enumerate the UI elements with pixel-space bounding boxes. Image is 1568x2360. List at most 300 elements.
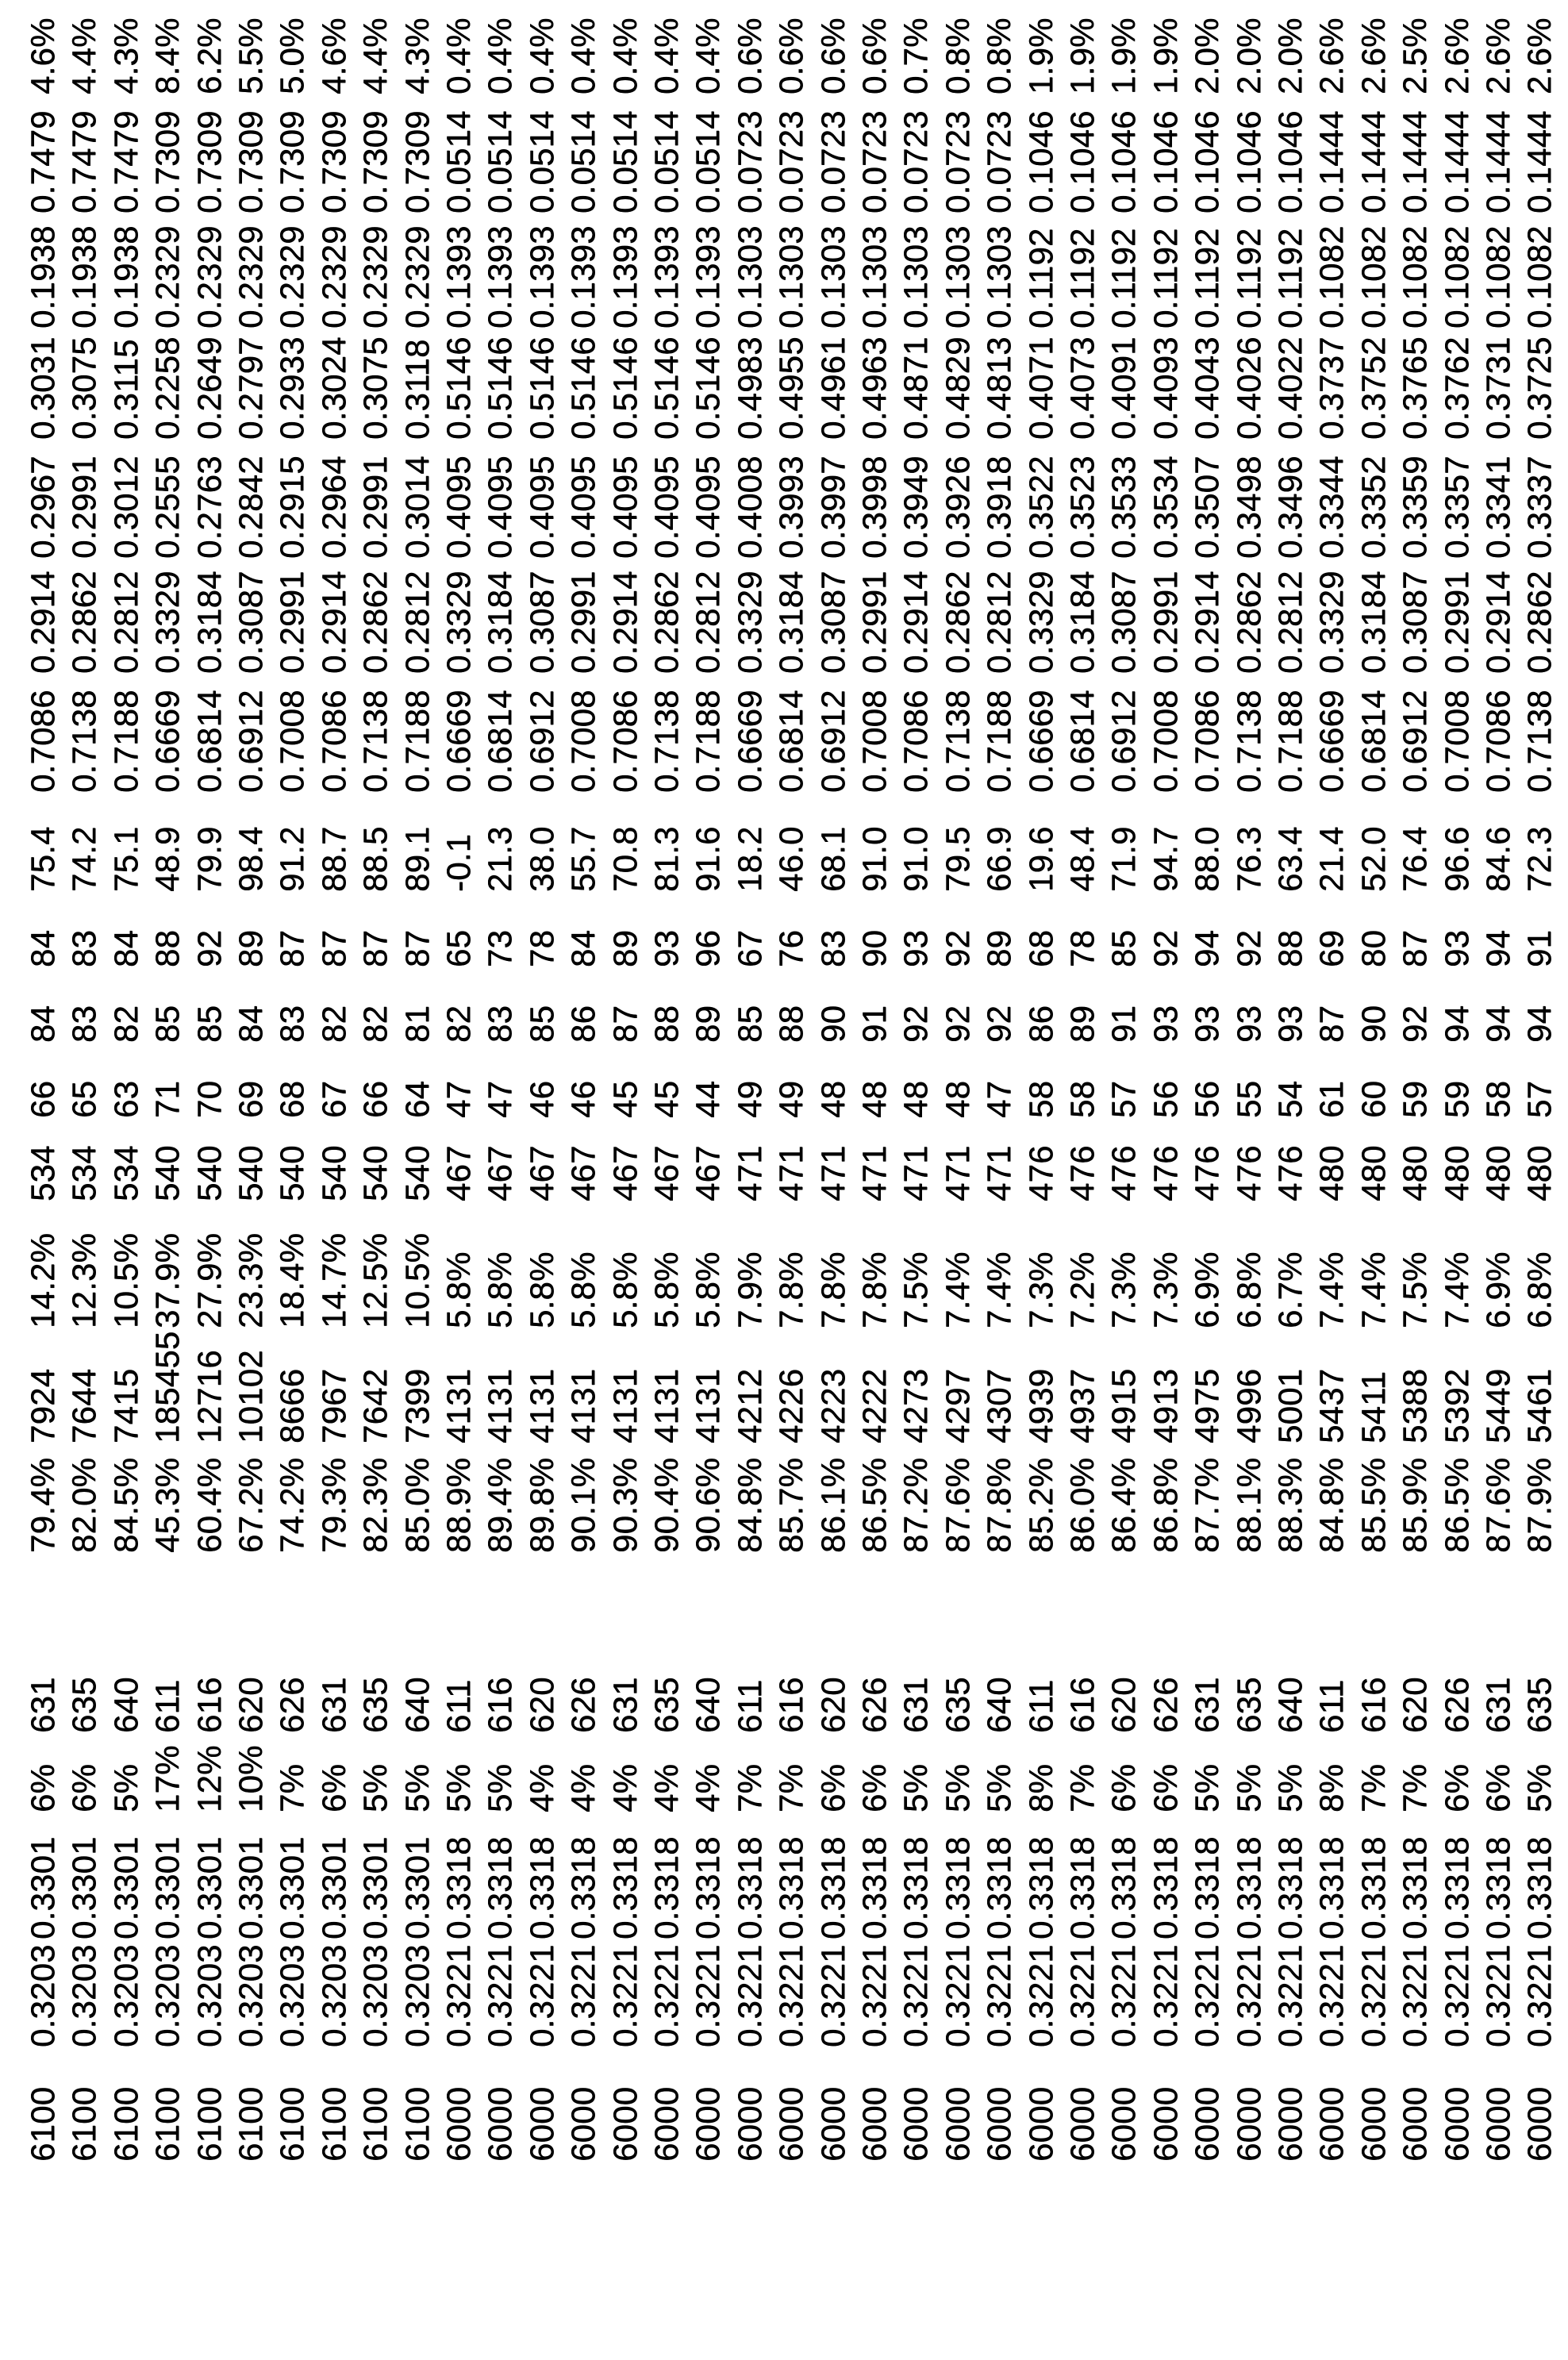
table-cell: 82 xyxy=(106,1005,144,1043)
table-cell: 0.7309 xyxy=(314,110,352,213)
table-cell: 0.3087 xyxy=(813,571,851,674)
table-cell: 0.0723 xyxy=(813,110,851,213)
table-cell: 0.3534 xyxy=(1146,455,1184,559)
table-cell: 540 xyxy=(356,1145,394,1201)
table-cell: 73 xyxy=(481,929,519,967)
table-cell: 6.9% xyxy=(1479,1251,1516,1328)
table-cell: 6% xyxy=(1146,1763,1184,1812)
table-cell: 0.2329 xyxy=(314,225,352,329)
table-cell: 616 xyxy=(772,1677,810,1733)
table-cell: 0.2915 xyxy=(273,455,311,559)
table-cell: 4% xyxy=(564,1763,602,1812)
table-cell: 0.3998 xyxy=(855,455,893,559)
table-cell: 86.4% xyxy=(1105,1457,1143,1553)
table-cell: 5% xyxy=(897,1763,935,1812)
table-cell: 0.1444 xyxy=(1520,110,1558,213)
table-cell: 69 xyxy=(1312,929,1351,967)
table-cell: 0.2812 xyxy=(689,571,727,674)
table-cell: 18.4% xyxy=(273,1232,311,1328)
table-cell: 0.2329 xyxy=(232,225,269,329)
table-cell: 0.7138 xyxy=(1229,690,1267,793)
table-cell: 6100 xyxy=(398,2086,436,2162)
table-cell: 6100 xyxy=(148,2086,186,2162)
table-cell: 0.4813 xyxy=(980,336,1018,440)
table-cell: 2.0% xyxy=(1229,17,1267,94)
table-cell: 0.3221 xyxy=(980,1944,1018,2047)
table-cell: 0.3203 xyxy=(65,1944,103,2047)
table-cell: 6.8% xyxy=(1229,1251,1267,1328)
table-cell: 61 xyxy=(1312,1080,1351,1118)
table-cell: 0.7% xyxy=(897,17,935,94)
table-cell: 0.1192 xyxy=(1021,228,1059,329)
table-cell: 57 xyxy=(1105,1080,1143,1118)
table-cell: 7399 xyxy=(398,1368,436,1443)
table-cell: 640 xyxy=(980,1677,1018,1733)
table-cell: 89.1 xyxy=(398,826,436,892)
table-cell: 4131 xyxy=(440,1368,477,1443)
table-cell: 0.3221 xyxy=(605,1944,644,2047)
table-cell: 0.6669 xyxy=(440,690,477,793)
table-cell: 0.3318 xyxy=(1354,1836,1392,1939)
table-cell: 2.6% xyxy=(1437,17,1475,94)
table-cell: 0.2812 xyxy=(398,571,436,674)
table-cell: 467 xyxy=(440,1145,477,1201)
table-cell: 0.3993 xyxy=(772,455,810,559)
table-cell: 467 xyxy=(522,1145,560,1201)
table-cell: 63 xyxy=(106,1080,144,1118)
table-cell: 82.0% xyxy=(65,1457,103,1553)
table-cell: 0.3087 xyxy=(522,571,560,674)
table-cell: 4975 xyxy=(1188,1368,1226,1443)
table-cell: 0.3318 xyxy=(1229,1836,1267,1939)
table-cell: 0.3221 xyxy=(897,1944,935,2047)
table-cell: 471 xyxy=(980,1145,1018,1201)
table-cell: 4297 xyxy=(938,1368,976,1443)
table-cell: 87 xyxy=(1312,1005,1351,1043)
table-cell: 83 xyxy=(273,1005,311,1043)
table-cell: 0.2964 xyxy=(314,455,352,559)
table-cell: 0.3318 xyxy=(772,1836,810,1939)
table-cell: 0.4073 xyxy=(1063,336,1101,440)
table-row xyxy=(190,0,232,2360)
table-cell: 0.3221 xyxy=(1312,1944,1351,2047)
table-cell: 0.3221 xyxy=(440,1944,477,2047)
table-cell: 0.7008 xyxy=(273,690,311,793)
table-cell: 631 xyxy=(897,1677,935,1733)
table-cell: 480 xyxy=(1312,1145,1351,1201)
table-cell: 0.4983 xyxy=(730,336,768,440)
table-cell: 90.4% xyxy=(648,1457,685,1553)
table-cell: 0.3329 xyxy=(440,571,477,674)
table-row xyxy=(564,0,605,2360)
table-row xyxy=(1105,0,1146,2360)
table-cell: 480 xyxy=(1520,1145,1558,1201)
table-cell: 0.7479 xyxy=(65,110,103,213)
table-cell: 92 xyxy=(897,1005,935,1043)
table-cell: 7.8% xyxy=(813,1251,851,1328)
table-cell: 0.1082 xyxy=(1479,225,1516,329)
table-cell: 0.4095 xyxy=(605,455,644,559)
table-cell: 4% xyxy=(648,1763,685,1812)
table-cell: 631 xyxy=(1479,1677,1516,1733)
table-cell: 82.3% xyxy=(356,1457,394,1553)
table-cell: 0.3318 xyxy=(1105,1836,1143,1939)
table-cell: 7415 xyxy=(106,1368,144,1443)
table-cell: 6000 xyxy=(564,2086,602,2162)
table-cell: 84.6 xyxy=(1479,826,1516,892)
table-cell: 611 xyxy=(1312,1679,1351,1733)
table-cell: 0.3221 xyxy=(564,1944,602,2047)
table-cell: 0.3221 xyxy=(689,1944,727,2047)
table-cell: 0.3184 xyxy=(772,571,810,674)
table-cell: 5% xyxy=(938,1763,976,1812)
table-row xyxy=(980,0,1021,2360)
table-cell: 476 xyxy=(1229,1145,1267,1201)
table-cell: 71 xyxy=(148,1080,186,1118)
table-cell: 0.5146 xyxy=(605,336,644,440)
table-cell: 6100 xyxy=(190,2086,228,2162)
table-cell: 45 xyxy=(605,1080,644,1118)
table-cell: 8% xyxy=(1312,1763,1351,1812)
table-cell: 81 xyxy=(398,1005,436,1043)
table-cell: 0.1192 xyxy=(1063,228,1101,329)
table-row xyxy=(1147,0,1188,2360)
table-cell: 93 xyxy=(1437,929,1475,967)
table-cell: 0.1393 xyxy=(689,225,727,329)
table-cell: 6% xyxy=(65,1763,103,1812)
table-cell: 626 xyxy=(1146,1677,1184,1733)
table-cell: 0.1082 xyxy=(1354,225,1392,329)
table-cell: 0.3118 xyxy=(398,339,436,440)
table-cell: 84 xyxy=(24,929,61,967)
table-cell: 92 xyxy=(1146,929,1184,967)
table-cell: 0.3301 xyxy=(273,1836,311,1939)
table-cell: 60 xyxy=(1354,1080,1392,1118)
table-cell: 0.5146 xyxy=(440,336,477,440)
table-cell: 0.4095 xyxy=(564,455,602,559)
table-cell: 85.7% xyxy=(772,1457,810,1553)
table-cell: 0.6814 xyxy=(190,690,228,793)
table-cell: 37.9% xyxy=(148,1232,186,1328)
table-cell: 70 xyxy=(190,1080,228,1118)
table-cell: 90.1% xyxy=(564,1457,602,1553)
table-cell: 78 xyxy=(522,929,560,967)
table-cell: 0.1192 xyxy=(1188,228,1226,329)
table-cell: 81.3 xyxy=(648,826,685,892)
table-cell: 6100 xyxy=(232,2086,269,2162)
table-cell: 90 xyxy=(855,929,893,967)
table-cell: 91 xyxy=(1105,1005,1143,1043)
table-cell: 0.4095 xyxy=(689,455,727,559)
table-cell: 0.0514 xyxy=(522,110,560,213)
table-cell: 88 xyxy=(1271,929,1309,967)
table-cell: 0.6669 xyxy=(1312,690,1351,793)
table-cell: 467 xyxy=(605,1145,644,1201)
table-cell: 7.2% xyxy=(1063,1251,1101,1328)
table-cell: 0.3221 xyxy=(648,1944,685,2047)
table-cell: 640 xyxy=(689,1677,727,1733)
table-cell: 68 xyxy=(1021,929,1059,967)
table-cell: 534 xyxy=(106,1145,144,1201)
table-cell: 0.4955 xyxy=(772,336,810,440)
table-cell: 88 xyxy=(648,1005,685,1043)
table-cell: 5% xyxy=(356,1763,394,1812)
table-cell: 85.0% xyxy=(398,1457,436,1553)
table-cell: 6000 xyxy=(730,2086,768,2162)
table-cell: 0.0723 xyxy=(938,110,976,213)
table-cell: -0.1 xyxy=(440,833,477,892)
table-cell: 0.8% xyxy=(980,17,1018,94)
table-cell: 471 xyxy=(813,1145,851,1201)
table-cell: 93 xyxy=(897,929,935,967)
table-cell: 0.3203 xyxy=(106,1944,144,2047)
table-cell: 0.1192 xyxy=(1271,228,1309,329)
table-cell: 5388 xyxy=(1396,1368,1434,1443)
table-row xyxy=(1438,0,1479,2360)
table-cell: 96.6 xyxy=(1437,826,1475,892)
table-cell: 0.5146 xyxy=(648,336,685,440)
table-row xyxy=(107,0,148,2360)
table-cell: 94 xyxy=(1520,1005,1558,1043)
table-cell: 0.2862 xyxy=(65,571,103,674)
table-cell: 0.3318 xyxy=(730,1836,768,1939)
table-cell: 0.3221 xyxy=(522,1944,560,2047)
table-cell: 64 xyxy=(398,1080,436,1118)
table-cell: 8.4% xyxy=(148,17,186,94)
table-cell: 0.7188 xyxy=(398,690,436,793)
table-cell: 59 xyxy=(1437,1080,1475,1118)
table-cell: 0.3496 xyxy=(1271,455,1309,559)
table-cell: 0.3221 xyxy=(1271,1944,1309,2047)
table-cell: 534 xyxy=(65,1145,103,1201)
table-cell: 0.1938 xyxy=(65,225,103,329)
table-cell: 5% xyxy=(1229,1763,1267,1812)
table-cell: 6.7% xyxy=(1271,1251,1309,1328)
table-cell: 0.7309 xyxy=(148,110,186,213)
table-cell: 0.3318 xyxy=(1188,1836,1226,1939)
table-cell: 0.6% xyxy=(813,17,851,94)
table-cell: 616 xyxy=(481,1677,519,1733)
table-cell: 0.3184 xyxy=(1354,571,1392,674)
table-cell: 0.3301 xyxy=(356,1836,394,1939)
table-cell: 0.7138 xyxy=(1520,690,1558,793)
table-cell: 0.6912 xyxy=(522,690,560,793)
table-cell: 0.3318 xyxy=(813,1836,851,1939)
table-cell: 0.3318 xyxy=(481,1836,519,1939)
table-cell: 0.3318 xyxy=(1437,1836,1475,1939)
table-cell: 92 xyxy=(938,929,976,967)
table-cell: 5% xyxy=(398,1763,436,1812)
table-cell: 0.2991 xyxy=(65,455,103,559)
table-cell: 0.3357 xyxy=(1437,455,1475,559)
table-cell: 87 xyxy=(314,929,352,967)
table-cell: 87 xyxy=(356,929,394,967)
table-cell: 0.3997 xyxy=(813,455,851,559)
table-cell: 0.3203 xyxy=(190,1944,228,2047)
table-cell: 0.3184 xyxy=(481,571,519,674)
table-cell: 0.3301 xyxy=(148,1836,186,1939)
table-cell: 0.3203 xyxy=(314,1944,352,2047)
table-row xyxy=(24,0,65,2360)
table-cell: 85 xyxy=(730,1005,768,1043)
table-cell: 23.3% xyxy=(232,1232,269,1328)
table-cell: 56 xyxy=(1188,1080,1226,1118)
table-cell: 611 xyxy=(148,1679,186,1733)
table-cell: 0.3301 xyxy=(232,1836,269,1939)
table-cell: 0.3949 xyxy=(897,455,935,559)
table-cell: 67.2% xyxy=(232,1457,269,1553)
table-cell: 0.4% xyxy=(689,17,727,94)
table-cell: 5.8% xyxy=(689,1251,727,1328)
table-cell: 0.2914 xyxy=(1479,571,1516,674)
table-cell: 98.4 xyxy=(232,826,269,892)
table-cell: 0.3318 xyxy=(1312,1836,1351,1939)
table-cell: 0.7086 xyxy=(24,690,61,793)
table-cell: 0.3337 xyxy=(1520,455,1558,559)
table-cell: 18.2 xyxy=(730,826,768,892)
table-cell: 58 xyxy=(1063,1080,1101,1118)
table-cell: 616 xyxy=(1354,1677,1392,1733)
table-cell: 0.2329 xyxy=(356,225,394,329)
table-cell: 0.7138 xyxy=(648,690,685,793)
table-cell: 87.6% xyxy=(1479,1457,1516,1553)
table-cell: 4.6% xyxy=(314,17,352,94)
table-cell: 65 xyxy=(65,1080,103,1118)
table-cell: 86.5% xyxy=(1437,1457,1475,1553)
table-row xyxy=(1063,0,1105,2360)
table-cell: 0.2329 xyxy=(398,225,436,329)
table-cell: 0.0514 xyxy=(481,110,519,213)
table-cell: 90.3% xyxy=(605,1457,644,1553)
table-cell: 54 xyxy=(1271,1080,1309,1118)
table-cell: 49 xyxy=(730,1080,768,1118)
table-cell: 89 xyxy=(605,929,644,967)
table-cell: 0.7008 xyxy=(564,690,602,793)
table-cell: 0.2862 xyxy=(356,571,394,674)
table-cell: 12716 xyxy=(190,1350,228,1443)
table-cell: 10% xyxy=(232,1745,269,1812)
table-cell: 0.4% xyxy=(481,17,519,94)
table-cell: 0.3203 xyxy=(232,1944,269,2047)
table-cell: 0.3341 xyxy=(1479,455,1516,559)
table-cell: 94 xyxy=(1437,1005,1475,1043)
table-cell: 87 xyxy=(398,929,436,967)
table-row xyxy=(606,0,648,2360)
table-cell: 0.7086 xyxy=(897,690,935,793)
table-cell: 467 xyxy=(689,1145,727,1201)
table-cell: 631 xyxy=(605,1677,644,1733)
table-cell: 93 xyxy=(1146,1005,1184,1043)
table-cell: 1.9% xyxy=(1063,17,1101,94)
table-cell: 6000 xyxy=(481,2086,519,2162)
table-cell: 534 xyxy=(24,1145,61,1201)
table-cell: 0.7309 xyxy=(232,110,269,213)
table-cell: 0.4095 xyxy=(440,455,477,559)
table-cell: 78 xyxy=(1063,929,1101,967)
table-cell: 89 xyxy=(980,929,1018,967)
table-cell: 1.9% xyxy=(1146,17,1184,94)
table-cell: 0.3221 xyxy=(1063,1944,1101,2047)
table-row xyxy=(356,0,398,2360)
table-cell: 471 xyxy=(897,1145,935,1201)
table-cell: 0.3318 xyxy=(897,1836,935,1939)
table-cell: 0.6669 xyxy=(1021,690,1059,793)
table-cell: 0.3221 xyxy=(481,1944,519,2047)
table-cell: 6100 xyxy=(106,2086,144,2162)
table-cell: 0.3523 xyxy=(1063,455,1101,559)
table-cell: 0.3762 xyxy=(1437,336,1475,440)
table-cell: 4273 xyxy=(897,1368,935,1443)
table-cell: 0.3352 xyxy=(1354,455,1392,559)
table-cell: 0.3318 xyxy=(1146,1836,1184,1939)
table-cell: 0.3221 xyxy=(1437,1944,1475,2047)
table-cell: 0.3221 xyxy=(1229,1944,1267,2047)
table-cell: 0.4008 xyxy=(730,455,768,559)
table-cell: 0.3318 xyxy=(440,1836,477,1939)
table-cell: 0.3731 xyxy=(1479,336,1516,440)
table-cell: 0.2812 xyxy=(980,571,1018,674)
table-cell: 84 xyxy=(564,929,602,967)
table-cell: 70.8 xyxy=(605,826,644,892)
table-cell: 14.2% xyxy=(24,1232,61,1328)
table-cell: 2.6% xyxy=(1312,17,1351,94)
table-cell: 540 xyxy=(190,1145,228,1201)
table-cell: 611 xyxy=(440,1679,477,1733)
table-cell: 0.6814 xyxy=(1063,690,1101,793)
table-cell: 48.9 xyxy=(148,826,186,892)
table-cell: 96 xyxy=(689,929,727,967)
table-cell: 540 xyxy=(273,1145,311,1201)
table-cell: 52.0 xyxy=(1354,826,1392,892)
table-cell: 0.3221 xyxy=(855,1944,893,2047)
table-cell: 83 xyxy=(481,1005,519,1043)
table-cell: 0.7008 xyxy=(1437,690,1475,793)
table-cell: 0.3221 xyxy=(1021,1944,1059,2047)
table-cell: 0.3203 xyxy=(356,1944,394,2047)
table-cell: 0.3115 xyxy=(106,339,144,440)
table-cell: 69 xyxy=(232,1080,269,1118)
table-cell: 14.7% xyxy=(314,1232,352,1328)
table-cell: 17% xyxy=(148,1745,186,1812)
table-cell: 4212 xyxy=(730,1368,768,1443)
table-cell: 0.3344 xyxy=(1312,455,1351,559)
table-cell: 0.7008 xyxy=(1146,690,1184,793)
table-cell: 87 xyxy=(1396,929,1434,967)
table-cell: 467 xyxy=(564,1145,602,1201)
table-cell: 0.3221 xyxy=(1354,1944,1392,2047)
table-cell: 0.1046 xyxy=(1063,110,1101,213)
table-cell: 6% xyxy=(314,1763,352,1812)
table-cell: 0.2991 xyxy=(356,455,394,559)
table-cell: 7642 xyxy=(356,1368,394,1443)
table-cell: 67 xyxy=(730,929,768,967)
table-cell: 75.1 xyxy=(106,826,144,892)
table-cell: 640 xyxy=(1271,1677,1309,1733)
table-cell: 6000 xyxy=(689,2086,727,2162)
table-cell: 58 xyxy=(1479,1080,1516,1118)
table-cell: 6000 xyxy=(1396,2086,1434,2162)
table-cell: 0.2329 xyxy=(273,225,311,329)
table-cell: 87.7% xyxy=(1188,1457,1226,1553)
table-cell: 5.8% xyxy=(605,1251,644,1328)
table-cell: 4.4% xyxy=(65,17,103,94)
table-cell: 620 xyxy=(813,1677,851,1733)
table-cell: 7.4% xyxy=(1437,1251,1475,1328)
table-cell: 46 xyxy=(564,1080,602,1118)
table-cell: 5449 xyxy=(1479,1368,1516,1443)
table-cell: 0.3203 xyxy=(24,1944,61,2047)
table-cell: 0.1938 xyxy=(24,225,61,329)
